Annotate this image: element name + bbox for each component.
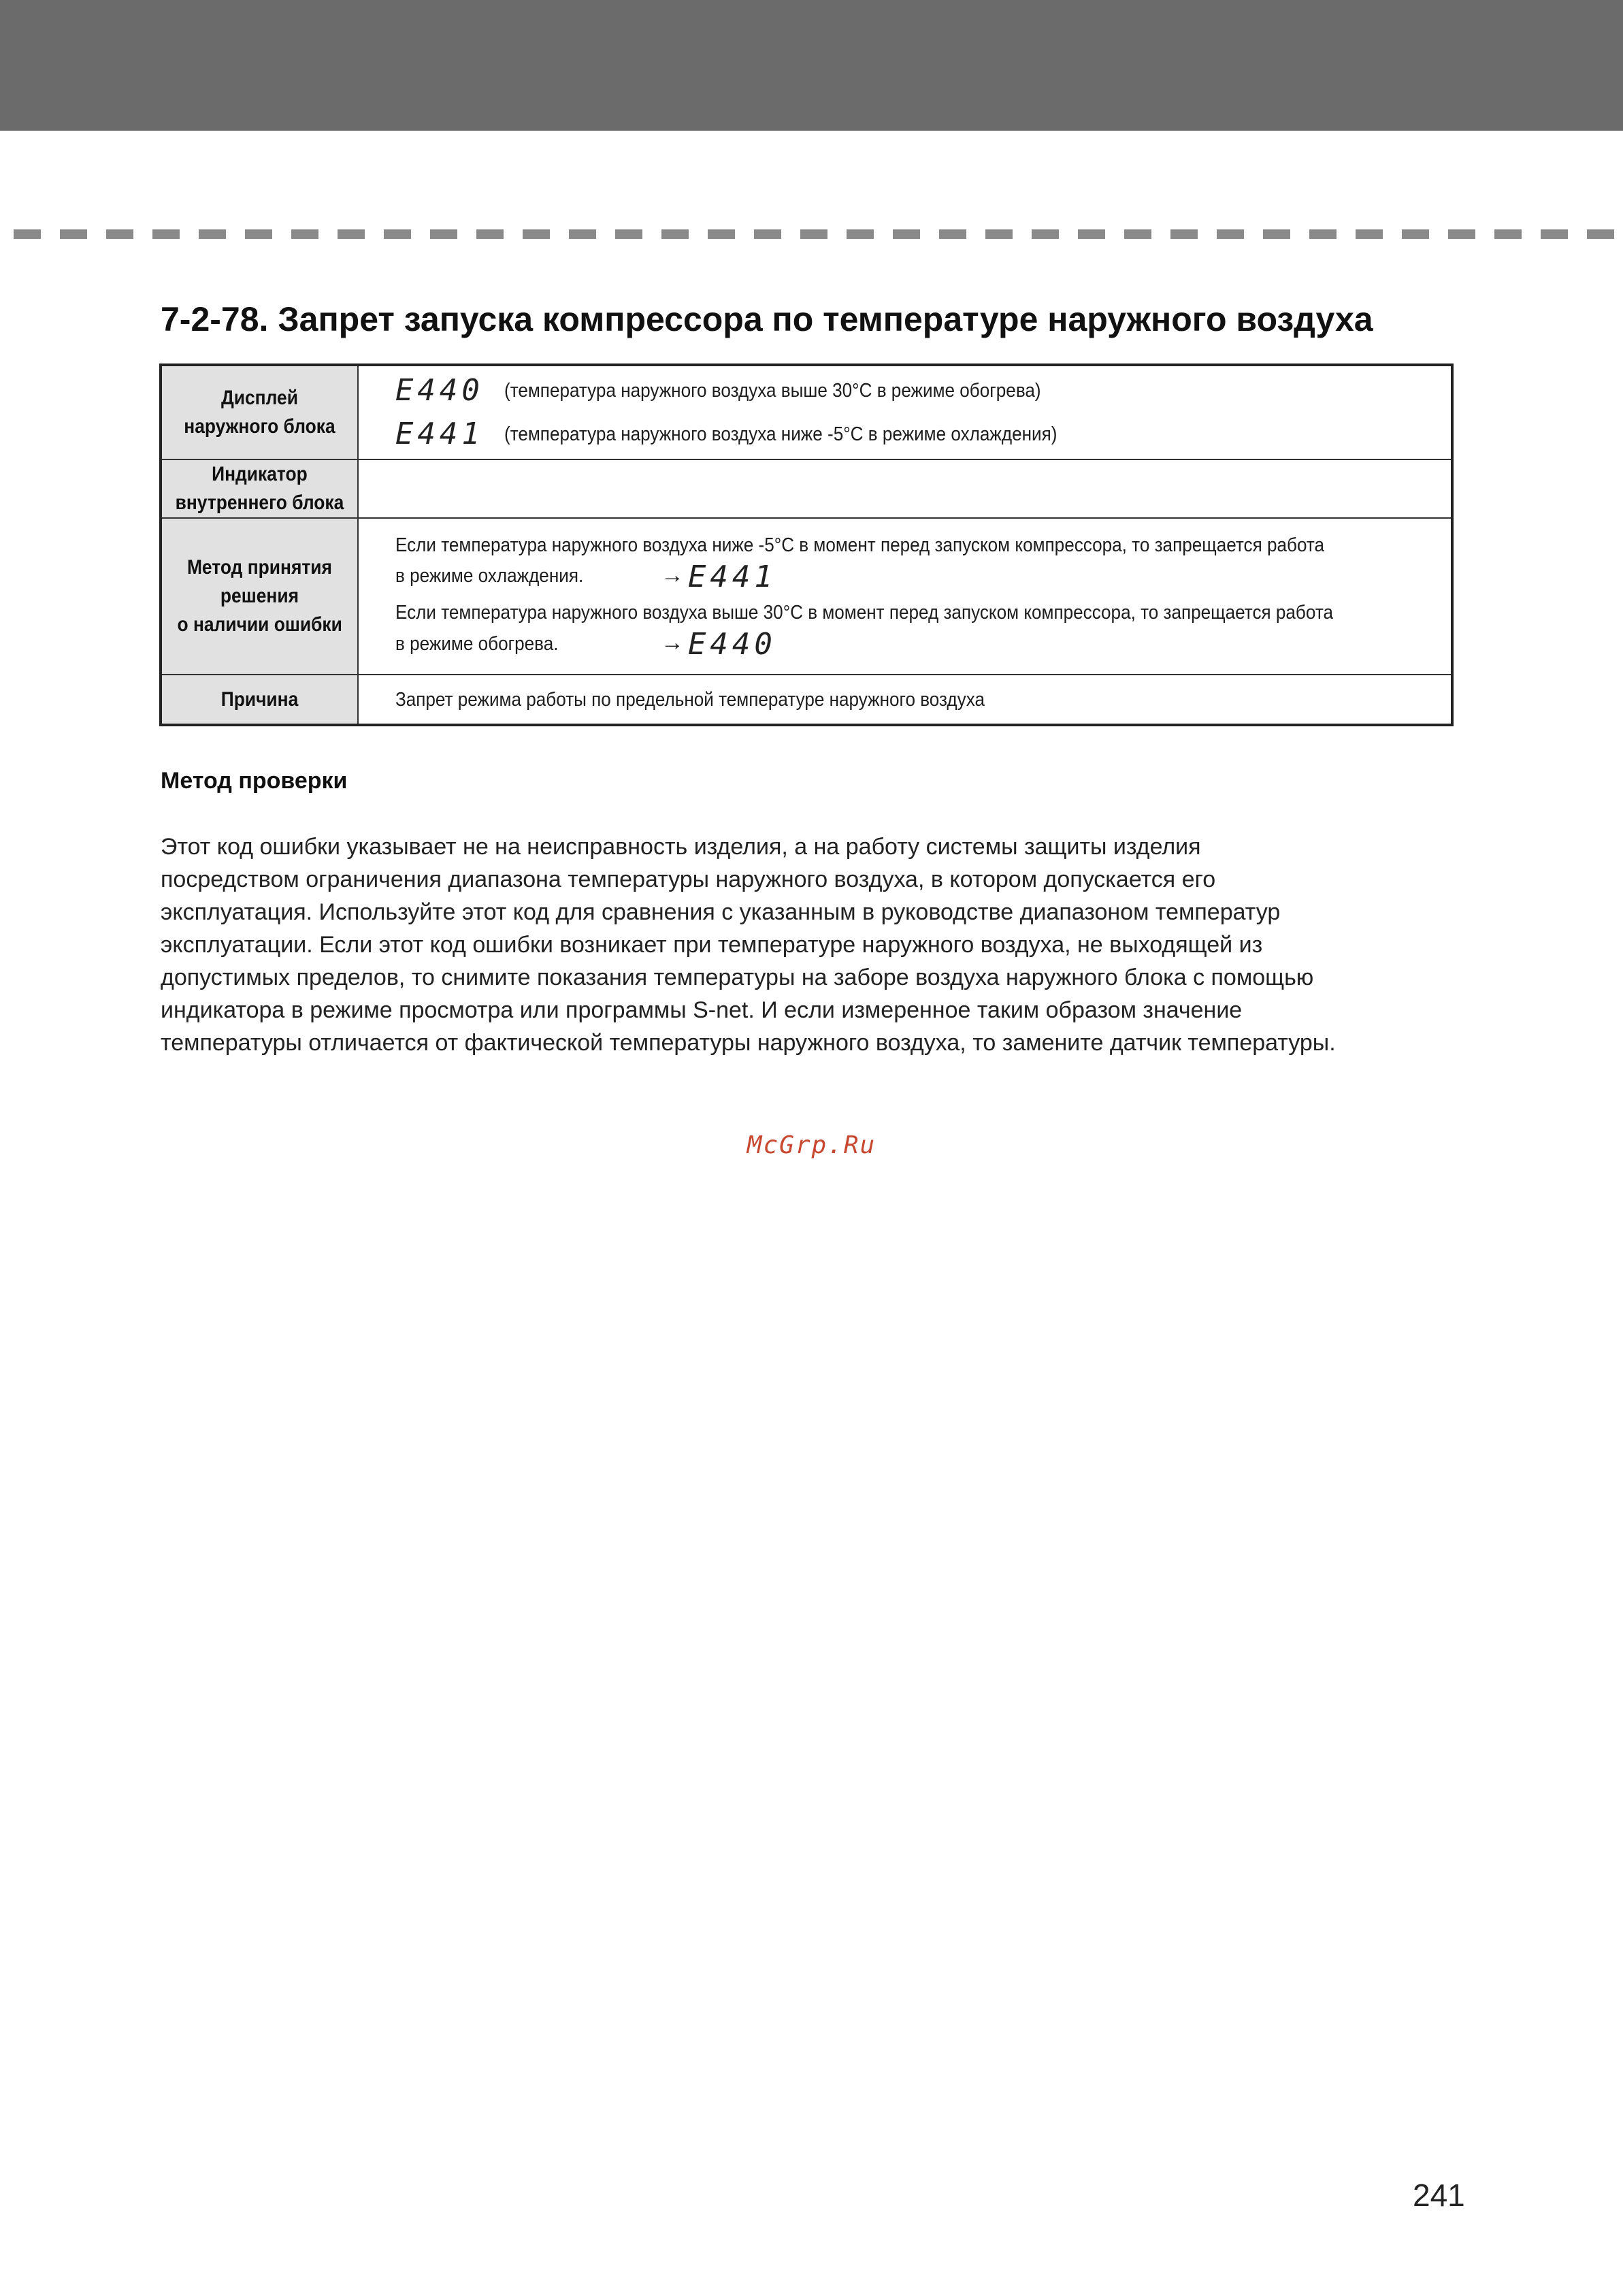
text-line: Этот код ошибки указывает не на неисправность изделия, а на работу системы защиты изделия	[161, 834, 1201, 860]
method-result	[661, 628, 776, 660]
method-text-line2: в режиме обогрева.	[395, 632, 559, 655]
cause-value: Запрет режима работы по предельной температуре наружного воздуха	[395, 688, 985, 711]
text-line: температуры отличается от фактической температуры наружного воздуха, то замените датчик температуры.	[161, 1030, 1336, 1056]
text-line: допустимых пределов, то снимите показания температуры на заборе воздуха наружного блока с помощью	[161, 965, 1314, 990]
indoor-label: Индикатор внутреннего блока	[175, 463, 344, 514]
cause-label-cell	[161, 675, 358, 725]
method-result	[661, 560, 776, 592]
table-row	[161, 365, 1452, 459]
error-code-display: E440	[395, 373, 484, 408]
error-code-description: (температура наружного воздуха ниже -5°C в режиме охлаждения)	[504, 423, 1058, 445]
text-line: посредством ограничения диапазона температуры наружного воздуха, в котором допускается его	[161, 867, 1216, 892]
indoor-label-cell	[161, 459, 358, 518]
error-code-display: E441	[687, 560, 776, 594]
method-item	[395, 530, 1437, 592]
text-line: индикатора в режиме просмотра или программы S-net. И если измеренное таким образом значение	[161, 997, 1243, 1023]
table-row	[161, 459, 1452, 518]
code-row	[395, 413, 1437, 456]
method-item	[395, 598, 1437, 660]
display-codes-cell	[358, 365, 1452, 459]
arrow-right-icon: →	[660, 630, 684, 656]
error-code-description: (температура наружного воздуха выше 30°C в режиме обогрева)	[504, 380, 1041, 402]
dashed-divider	[14, 229, 1623, 239]
watermark: McGrp.Ru	[747, 1131, 876, 1159]
method-text-line1: Если температура наружного воздуха ниже -5°C в момент перед запуском компрессора, то запрещается работа	[395, 534, 1324, 556]
page-number: 241	[1413, 2178, 1465, 2213]
check-method-heading: Метод проверки	[161, 768, 348, 794]
check-method-text	[161, 830, 1460, 1059]
error-code-display: E440	[687, 627, 776, 662]
error-info-table	[159, 363, 1454, 726]
code-row	[395, 369, 1437, 413]
method-label-cell	[161, 518, 358, 675]
method-text-line2: в режиме охлаждения.	[395, 565, 584, 587]
indoor-value	[358, 459, 1452, 518]
method-description-cell	[358, 518, 1452, 675]
text-line: эксплуатации. Если этот код ошибки возникает при температуре наружного воздуха, не выходящей из	[161, 932, 1263, 958]
method-text-line1: Если температура наружного воздуха выше 30°C в момент перед запуском компрессора, то запрещается работа	[395, 602, 1333, 624]
text-line: эксплуатация. Используйте этот код для сравнения с указанным в руководстве диапазоном температур	[161, 899, 1281, 925]
arrow-right-icon: →	[660, 562, 684, 588]
cause-value-cell	[358, 675, 1452, 725]
display-label-cell	[161, 365, 358, 459]
error-code-display: E441	[395, 417, 484, 451]
cause-label: Причина	[220, 688, 299, 711]
header-bar	[0, 0, 1623, 131]
section-title: 7-2-78. Запрет запуска компрессора по температуре наружного воздуха	[161, 300, 1373, 338]
display-label: Дисплей наружного блока	[184, 387, 335, 438]
table-row	[161, 675, 1452, 725]
method-label-line1: Метод принятия решения	[186, 556, 332, 607]
table-row	[161, 518, 1452, 675]
method-label-line2: о наличии ошибки	[177, 613, 342, 636]
